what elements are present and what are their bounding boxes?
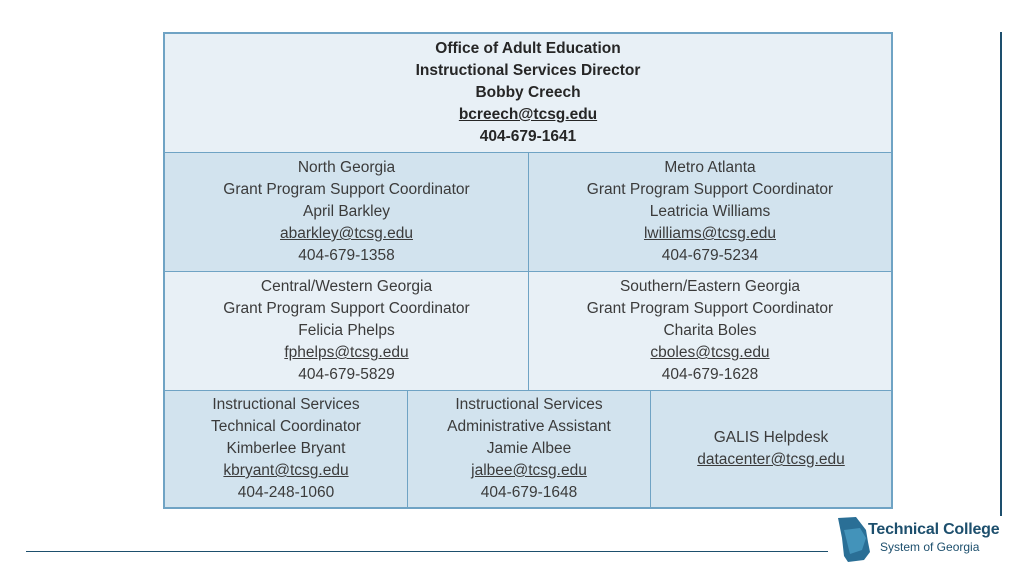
director-email-link[interactable]: bcreech@tcsg.edu xyxy=(458,106,598,123)
staff-dept: Instructional Services xyxy=(212,396,360,413)
region-name: Metro Atlanta xyxy=(664,159,756,176)
region-name: Southern/Eastern Georgia xyxy=(619,278,801,295)
region-role: Grant Program Support Coordinator xyxy=(223,300,470,317)
staff-role: Administrative Assistant xyxy=(447,418,611,435)
right-divider-line xyxy=(1000,32,1002,516)
region-email-link[interactable]: abarkley@tcsg.edu xyxy=(280,225,413,242)
region-role: Grant Program Support Coordinator xyxy=(586,181,834,198)
region-email-link[interactable]: cboles@tcsg.edu xyxy=(650,344,770,361)
logo-title: Technical College xyxy=(868,521,1000,538)
region-role: Grant Program Support Coordinator xyxy=(586,300,834,317)
region-cell-central-western xyxy=(164,271,529,391)
staff-email-link[interactable]: kbryant@tcsg.edu xyxy=(223,462,349,479)
staff-name: Jamie Albee xyxy=(486,440,572,457)
region-cell-metro xyxy=(528,152,892,272)
staff-dept: Instructional Services xyxy=(455,396,603,413)
helpdesk-title: GALIS Helpdesk xyxy=(713,429,829,446)
region-phone: 404-679-1628 xyxy=(661,366,759,383)
contact-table xyxy=(163,32,893,509)
staff-phone: 404-248-1060 xyxy=(237,484,335,501)
logo-subtitle: System of Georgia xyxy=(880,540,980,554)
region-contact-name: April Barkley xyxy=(303,203,390,220)
region-name: North Georgia xyxy=(297,159,396,176)
region-contact-name: Leatricia Williams xyxy=(649,203,771,220)
region-phone: 404-679-5829 xyxy=(298,366,395,383)
staff-phone: 404-679-1648 xyxy=(480,484,578,501)
region-name: Central/Western Georgia xyxy=(260,278,433,295)
region-contact-name: Charita Boles xyxy=(663,322,757,339)
director-phone: 404-679-1641 xyxy=(479,128,577,145)
director-title: Instructional Services Director xyxy=(415,62,641,79)
staff-role: Technical Coordinator xyxy=(211,418,361,435)
region-contact-name: Felicia Phelps xyxy=(298,322,395,339)
region-role: Grant Program Support Coordinator xyxy=(223,181,470,198)
region-phone: 404-679-5234 xyxy=(661,247,759,264)
helpdesk-cell xyxy=(650,390,892,508)
region-phone: 404-679-1358 xyxy=(298,247,395,264)
staff-cell-admin-assistant xyxy=(407,390,651,508)
region-email-link[interactable]: fphelps@tcsg.edu xyxy=(284,344,409,361)
staff-cell-technical-coordinator xyxy=(164,390,408,508)
staff-name: Kimberlee Bryant xyxy=(226,440,346,457)
region-email-link[interactable]: lwilliams@tcsg.edu xyxy=(643,225,777,242)
office-title: Office of Adult Education xyxy=(435,40,621,57)
region-cell-southern-eastern xyxy=(528,271,892,391)
region-cell-north xyxy=(164,152,529,272)
staff-email-link[interactable]: jalbee@tcsg.edu xyxy=(471,462,587,479)
director-name: Bobby Creech xyxy=(475,84,581,101)
helpdesk-email-link[interactable]: datacenter@tcsg.edu xyxy=(697,451,845,468)
director-cell xyxy=(164,33,892,153)
bottom-divider-line xyxy=(26,551,828,552)
